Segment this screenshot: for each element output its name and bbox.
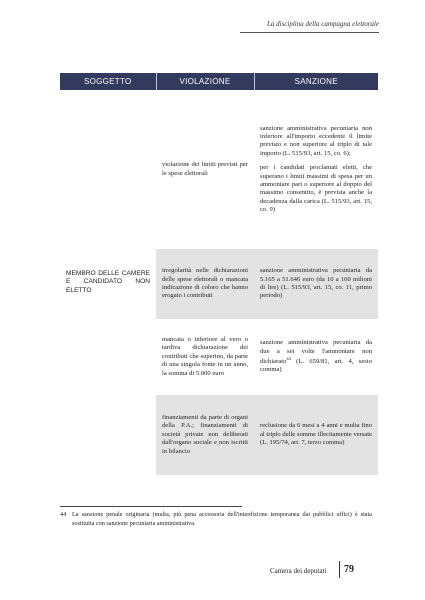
table-header-row bbox=[60, 73, 378, 90]
violation-cell: violazione dei limiti previsti per le spese elettorali bbox=[162, 161, 248, 177]
footnote-number: 44 bbox=[60, 511, 67, 518]
sanction-cell bbox=[254, 90, 378, 249]
sanction-cell bbox=[254, 319, 378, 395]
subject-cell: MEMBRO DELLE CAMERE E CANDIDATO NON ELETTO bbox=[66, 269, 150, 294]
footnote bbox=[60, 511, 372, 528]
table-row bbox=[60, 90, 378, 249]
violation-cell: irregolarità nelle dichiarazioni delle spese elettorali o mancata indicazione di coloro che hanno erogato i contributi bbox=[156, 249, 254, 319]
footer-divider bbox=[339, 561, 340, 578]
page-number: 79 bbox=[344, 564, 354, 575]
footnote-reference: 44 bbox=[286, 355, 291, 361]
sanction-text: sanzione amministrativa pecuniaria non inferiore all'importo eccedente il limite previsto e non superiore al triplo di tale importo (L. 515/93, art. 15, co. 6); bbox=[260, 124, 372, 157]
sanction-cell: sanzione amministrativa pecuniaria da 5.165 a 51.646 euro (da 10 a 100 milioni di lire) (L. 515/93, art. 15, co. 11, primo periodo) bbox=[254, 249, 378, 319]
violation-cell: finanziamenti da parte di organi della P.A.; finanziamenti di società private non deliberati dall'organo sociale e non iscritti in bilancio bbox=[156, 395, 254, 475]
header-rule bbox=[240, 32, 379, 33]
sanction-cell: reclusione da 6 mesi a 4 anni e multa fino al triplo delle somme illecitamente versate (L. 195/74, art. 7, terzo comma) bbox=[254, 395, 378, 475]
footer-label: Camera dei deputati bbox=[270, 567, 327, 575]
column-header-violazione: VIOLAZIONE bbox=[156, 73, 254, 90]
violation-cell: mancata o inferiore al vero o tardiva dichiarazione dei contributi che superino, da parte di una singola fonte in un anno, la somma di 5.000 euro bbox=[162, 336, 248, 377]
footnote-rule bbox=[60, 506, 242, 507]
sanction-extra-text: per i candidati proclamati eletti, che superano i limiti massimi di spesa per un ammontare pari o superiore al doppio del massimo consentito, è prevista anche la decadenza dalla carica (L. 515/93, art. 15, co. 9) bbox=[260, 164, 372, 213]
sanctions-table bbox=[60, 73, 378, 475]
column-header-sanzione: SANZIONE bbox=[254, 73, 378, 90]
sanction-citation: (L. 659/81, art. 4, sesto comma) bbox=[260, 358, 372, 374]
column-header-soggetto: SOGGETTO bbox=[60, 73, 156, 90]
sanction-text: sanzione amministrativa pecuniaria da due a sei volte l'ammontare non dichiarato bbox=[260, 339, 372, 366]
footnote-text: La sanzione penale originaria (multa, più pena accessoria dell'interdizione temporanea dai pubblici uffici) è stata sostituita con sanzione pecuniaria amministrativa. bbox=[72, 511, 372, 527]
running-head: La disciplina della campagna elettorale bbox=[267, 20, 379, 28]
